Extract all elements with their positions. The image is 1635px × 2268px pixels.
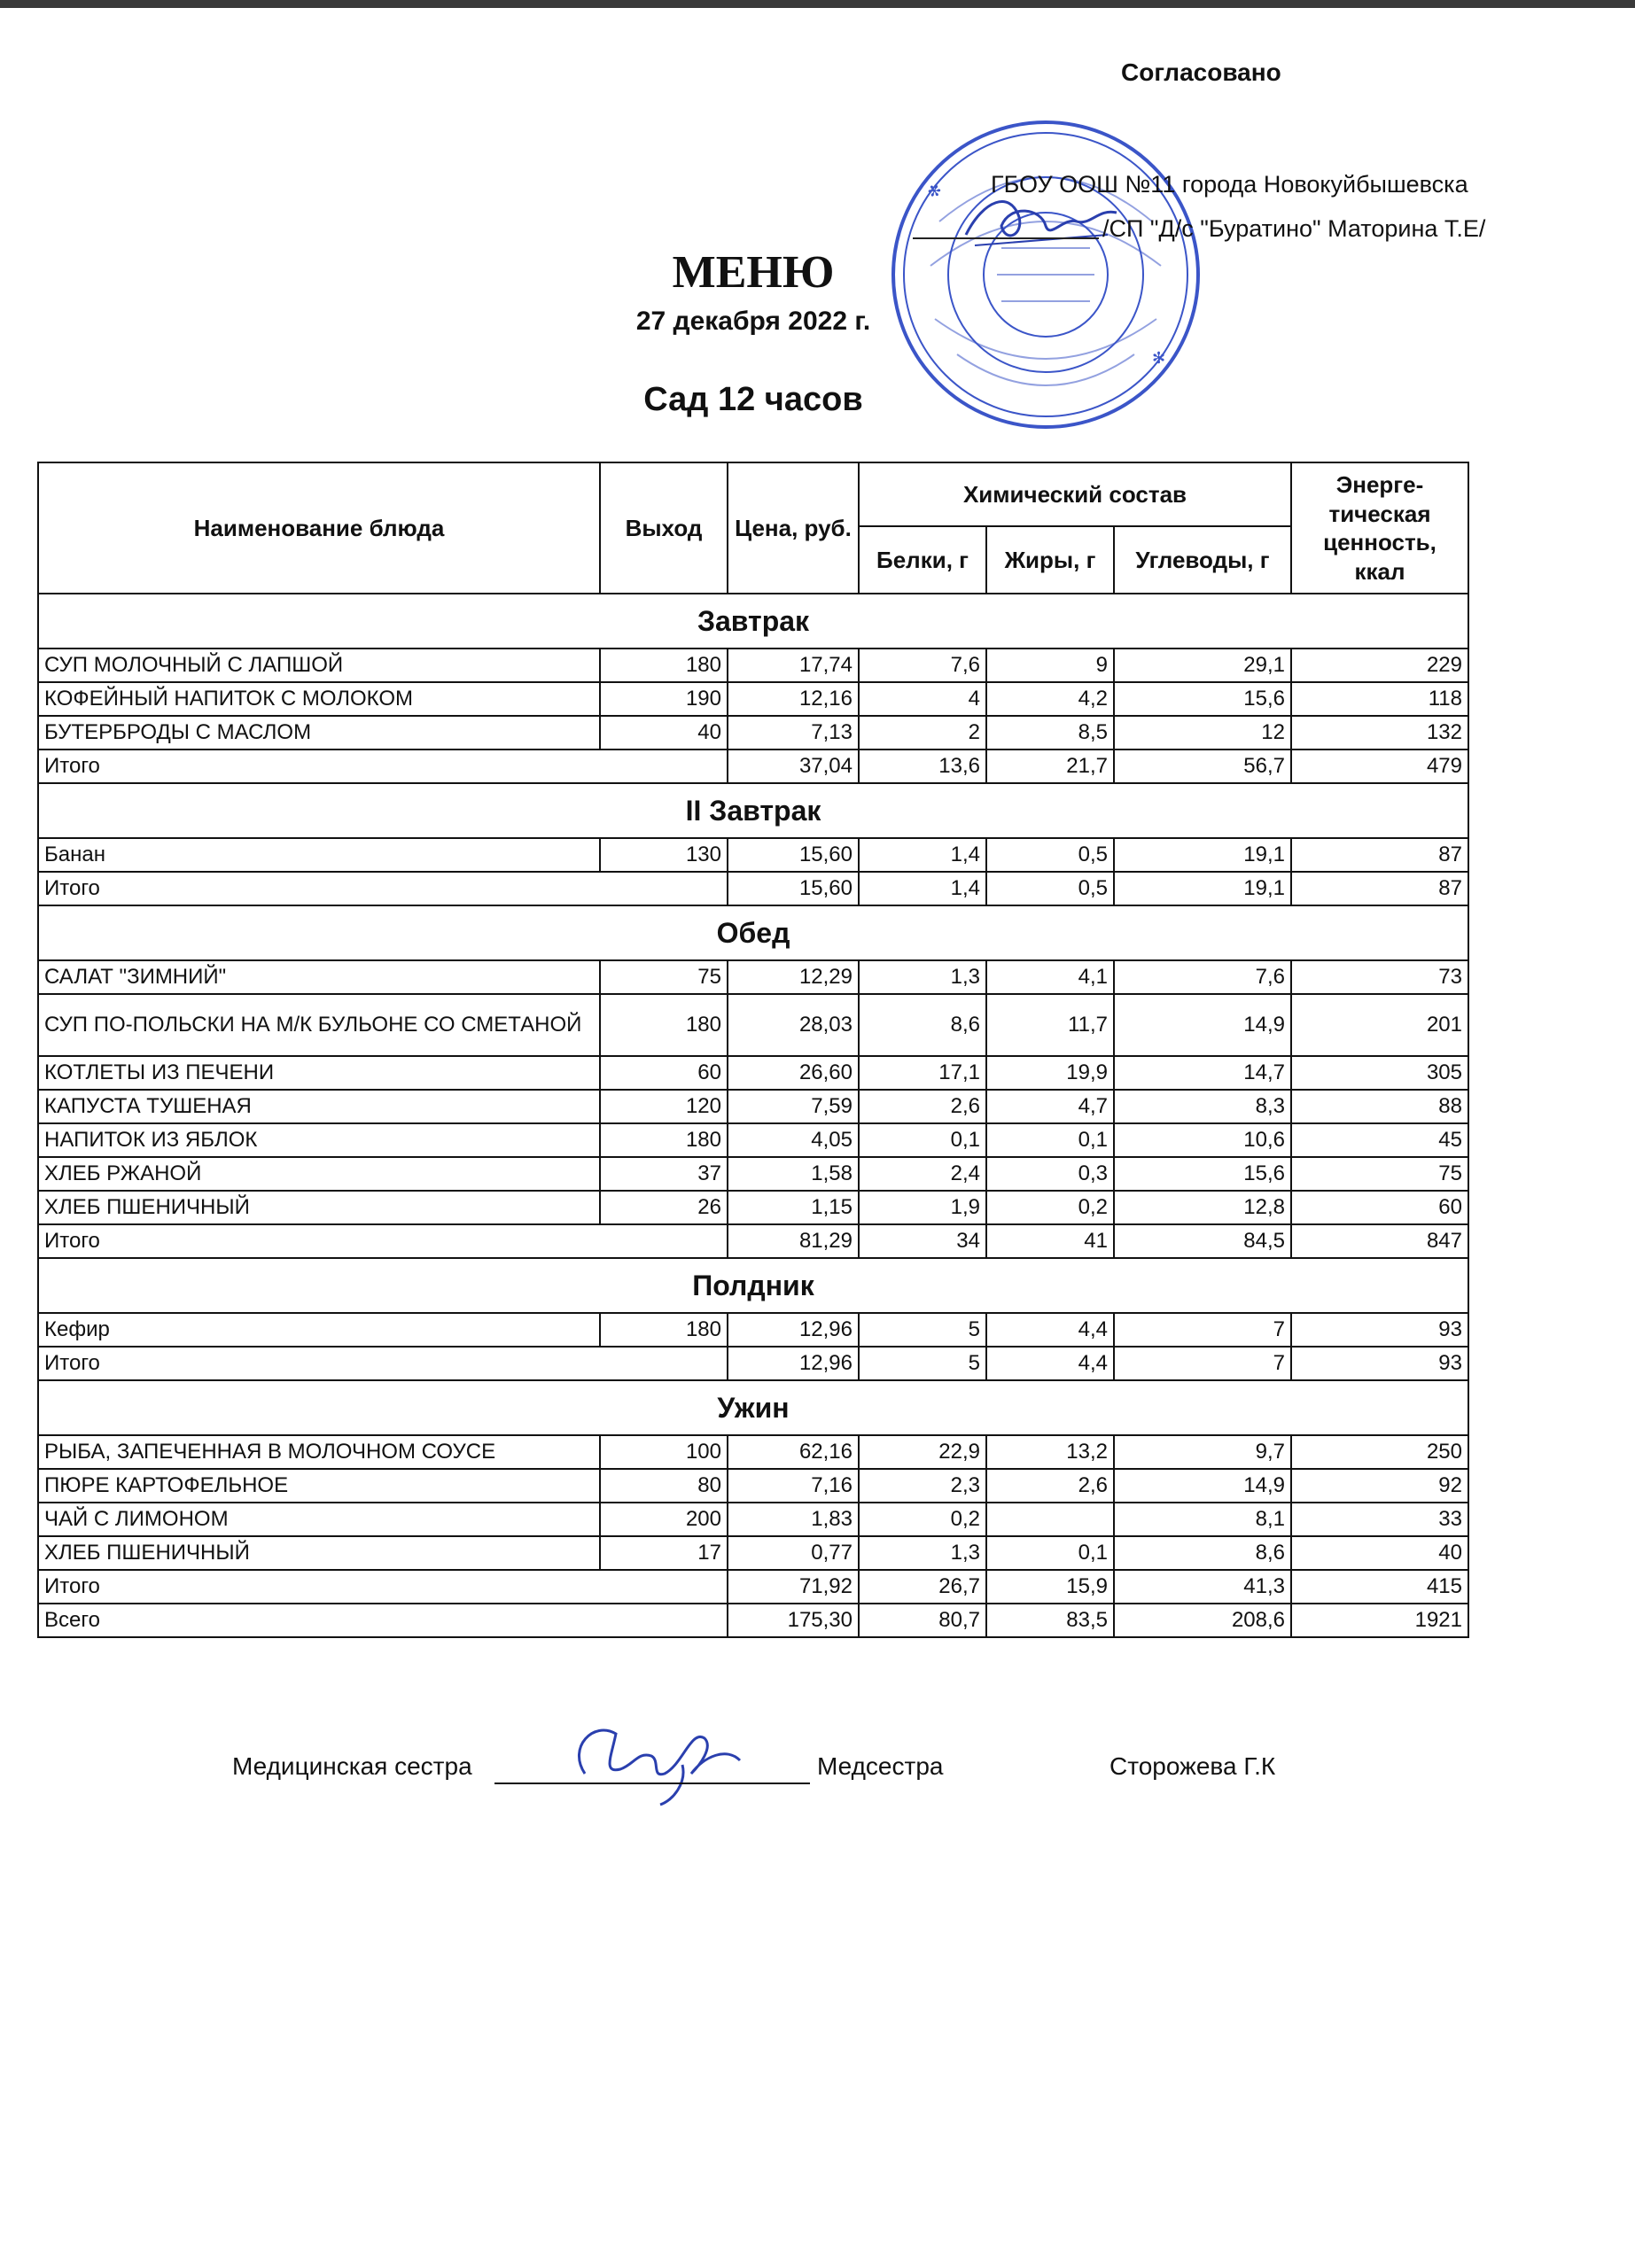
- section-header-row: [38, 594, 1468, 649]
- dish-carbs: 15,6: [1114, 682, 1291, 716]
- menu-date: 27 декабря 2022 г.: [635, 307, 871, 336]
- table-row: [38, 716, 1468, 750]
- approval-person: /СП "Д/с "Буратино" Маторина Т.Е/: [1102, 215, 1486, 242]
- dish-yield: 37: [600, 1157, 728, 1191]
- dish-energy: 75: [1291, 1157, 1468, 1191]
- section-title: Полдник: [38, 1258, 1468, 1313]
- dish-fat: 9: [986, 649, 1114, 682]
- dish-carbs: 7: [1114, 1313, 1291, 1347]
- dish-price: 7,13: [728, 716, 859, 750]
- dish-yield: 100: [600, 1435, 728, 1469]
- dish-carbs: 19,1: [1114, 838, 1291, 872]
- total-fat: 41: [986, 1224, 1114, 1258]
- dish-protein: 2,6: [859, 1090, 986, 1123]
- menu-table-body: [38, 594, 1468, 1637]
- total-fat: 21,7: [986, 750, 1114, 783]
- dish-name: БУТЕРБРОДЫ С МАСЛОМ: [38, 716, 600, 750]
- dish-energy: 60: [1291, 1191, 1468, 1224]
- dish-price: 1,58: [728, 1157, 859, 1191]
- section-total-row: [38, 872, 1468, 905]
- dish-price: 7,16: [728, 1469, 859, 1503]
- section-header-row: [38, 905, 1468, 960]
- table-row: [38, 838, 1468, 872]
- total-label: Итого: [38, 1570, 728, 1604]
- dish-protein: 17,1: [859, 1056, 986, 1090]
- dish-fat: 0,3: [986, 1157, 1114, 1191]
- dish-energy: 201: [1291, 994, 1468, 1056]
- dish-price: 7,59: [728, 1090, 859, 1123]
- dish-name: ПЮРЕ КАРТОФЕЛЬНОЕ: [38, 1469, 600, 1503]
- dish-price: 17,74: [728, 649, 859, 682]
- dish-protein: 1,3: [859, 1536, 986, 1570]
- total-fat: 4,4: [986, 1347, 1114, 1380]
- total-energy: 1921: [1291, 1604, 1468, 1637]
- dish-fat: 19,9: [986, 1056, 1114, 1090]
- total-carbs: 84,5: [1114, 1224, 1291, 1258]
- dish-yield: 180: [600, 994, 728, 1056]
- dish-name: КАПУСТА ТУШЕНАЯ: [38, 1090, 600, 1123]
- section-title: Обед: [38, 905, 1468, 960]
- dish-protein: 1,3: [859, 960, 986, 994]
- dish-protein: 7,6: [859, 649, 986, 682]
- dish-name: СУП ПО-ПОЛЬСКИ НА М/К БУЛЬОНЕ СО СМЕТАНОЙ: [38, 994, 600, 1056]
- total-energy: 93: [1291, 1347, 1468, 1380]
- dish-name: ХЛЕБ ПШЕНИЧНЫЙ: [38, 1191, 600, 1224]
- section-total-row: [38, 1224, 1468, 1258]
- table-row: [38, 1090, 1468, 1123]
- total-carbs: 56,7: [1114, 750, 1291, 783]
- table-row: [38, 682, 1468, 716]
- col-header-price: Цена, руб.: [728, 462, 859, 594]
- dish-fat: 0,1: [986, 1536, 1114, 1570]
- footer-position: Медсестра: [817, 1752, 944, 1780]
- dish-yield: 190: [600, 682, 728, 716]
- dish-carbs: 15,6: [1114, 1157, 1291, 1191]
- total-protein: 26,7: [859, 1570, 986, 1604]
- dish-carbs: 14,7: [1114, 1056, 1291, 1090]
- total-fat: 15,9: [986, 1570, 1114, 1604]
- dish-yield: 120: [600, 1090, 728, 1123]
- dish-price: 26,60: [728, 1056, 859, 1090]
- dish-yield: 180: [600, 1313, 728, 1347]
- dish-yield: 75: [600, 960, 728, 994]
- dish-protein: 1,4: [859, 838, 986, 872]
- dish-fat: 0,2: [986, 1191, 1114, 1224]
- dish-carbs: 12,8: [1114, 1191, 1291, 1224]
- total-protein: 80,7: [859, 1604, 986, 1637]
- table-row: [38, 649, 1468, 682]
- dish-name: СУП МОЛОЧНЫЙ С ЛАПШОЙ: [38, 649, 600, 682]
- table-row: [38, 1056, 1468, 1090]
- dish-name: ЧАЙ С ЛИМОНОМ: [38, 1503, 600, 1536]
- dish-energy: 88: [1291, 1090, 1468, 1123]
- table-row: [38, 1157, 1468, 1191]
- total-carbs: 19,1: [1114, 872, 1291, 905]
- dish-energy: 73: [1291, 960, 1468, 994]
- dish-price: 0,77: [728, 1536, 859, 1570]
- footer-role-label: Медицинская сестра: [232, 1752, 472, 1780]
- dish-energy: 250: [1291, 1435, 1468, 1469]
- total-price: 15,60: [728, 872, 859, 905]
- col-header-chemical: Химический состав: [859, 462, 1291, 526]
- total-label: Итого: [38, 1224, 728, 1258]
- approval-label: Согласовано: [1121, 58, 1281, 86]
- total-label: Всего: [38, 1604, 728, 1637]
- svg-text:✻: ✻: [923, 180, 946, 203]
- dish-price: 12,16: [728, 682, 859, 716]
- dish-protein: 1,9: [859, 1191, 986, 1224]
- dish-carbs: 14,9: [1114, 1469, 1291, 1503]
- dish-carbs: 9,7: [1114, 1435, 1291, 1469]
- dish-carbs: 7,6: [1114, 960, 1291, 994]
- table-row: [38, 1191, 1468, 1224]
- total-energy: 847: [1291, 1224, 1468, 1258]
- section-title: II Завтрак: [38, 783, 1468, 838]
- dish-carbs: 10,6: [1114, 1123, 1291, 1157]
- dish-price: 12,29: [728, 960, 859, 994]
- dish-protein: 5: [859, 1313, 986, 1347]
- dish-name: Банан: [38, 838, 600, 872]
- dish-fat: 11,7: [986, 994, 1114, 1056]
- dish-protein: 2,3: [859, 1469, 986, 1503]
- total-label: Итого: [38, 750, 728, 783]
- menu-table: [37, 462, 1469, 1638]
- dish-energy: 305: [1291, 1056, 1468, 1090]
- dish-carbs: 12: [1114, 716, 1291, 750]
- dish-fat: 4,7: [986, 1090, 1114, 1123]
- dish-carbs: 14,9: [1114, 994, 1291, 1056]
- dish-carbs: 8,6: [1114, 1536, 1291, 1570]
- total-protein: 5: [859, 1347, 986, 1380]
- dish-price: 12,96: [728, 1313, 859, 1347]
- dish-yield: 130: [600, 838, 728, 872]
- total-price: 37,04: [728, 750, 859, 783]
- dish-price: 1,83: [728, 1503, 859, 1536]
- dish-energy: 118: [1291, 682, 1468, 716]
- scan-top-edge: [0, 0, 1635, 8]
- dish-carbs: 29,1: [1114, 649, 1291, 682]
- dish-fat: 8,5: [986, 716, 1114, 750]
- dish-fat: 2,6: [986, 1469, 1114, 1503]
- dish-yield: 200: [600, 1503, 728, 1536]
- dish-name: ХЛЕБ РЖАНОЙ: [38, 1157, 600, 1191]
- total-energy: 479: [1291, 750, 1468, 783]
- table-row: [38, 1435, 1468, 1469]
- table-row: [38, 1536, 1468, 1570]
- dish-name: Кефир: [38, 1313, 600, 1347]
- section-title: Завтрак: [38, 594, 1468, 649]
- table-row: [38, 1503, 1468, 1536]
- dish-price: 62,16: [728, 1435, 859, 1469]
- dish-name: КОФЕЙНЫЙ НАПИТОК С МОЛОКОМ: [38, 682, 600, 716]
- total-fat: 0,5: [986, 872, 1114, 905]
- grand-total-row: [38, 1604, 1468, 1637]
- total-energy: 415: [1291, 1570, 1468, 1604]
- total-protein: 13,6: [859, 750, 986, 783]
- official-stamp: [886, 115, 1205, 434]
- total-carbs: 208,6: [1114, 1604, 1291, 1637]
- dish-price: 28,03: [728, 994, 859, 1056]
- approval-signature-line: [913, 237, 1099, 239]
- dish-name: НАПИТОК ИЗ ЯБЛОК: [38, 1123, 600, 1157]
- dish-protein: 0,2: [859, 1503, 986, 1536]
- total-fat: 83,5: [986, 1604, 1114, 1637]
- dish-fat: 0,1: [986, 1123, 1114, 1157]
- footer-person: Сторожева Г.К: [1109, 1752, 1276, 1780]
- dish-name: САЛАТ "ЗИМНИЙ": [38, 960, 600, 994]
- dish-carbs: 8,1: [1114, 1503, 1291, 1536]
- total-carbs: 7: [1114, 1347, 1291, 1380]
- col-header-yield: Выход: [600, 462, 728, 594]
- col-header-protein: Белки, г: [859, 526, 986, 594]
- dish-yield: 180: [600, 649, 728, 682]
- dish-energy: 45: [1291, 1123, 1468, 1157]
- dish-energy: 229: [1291, 649, 1468, 682]
- dish-protein: 4: [859, 682, 986, 716]
- dish-protein: 2,4: [859, 1157, 986, 1191]
- dish-energy: 40: [1291, 1536, 1468, 1570]
- table-row: [38, 1313, 1468, 1347]
- dish-price: 15,60: [728, 838, 859, 872]
- nurse-signature: [549, 1712, 762, 1809]
- table-row: [38, 960, 1468, 994]
- total-protein: 1,4: [859, 872, 986, 905]
- dish-price: 4,05: [728, 1123, 859, 1157]
- dish-fat: 0,5: [986, 838, 1114, 872]
- dish-yield: 80: [600, 1469, 728, 1503]
- col-header-fat: Жиры, г: [986, 526, 1114, 594]
- total-price: 71,92: [728, 1570, 859, 1604]
- dish-protein: 8,6: [859, 994, 986, 1056]
- dish-yield: 17: [600, 1536, 728, 1570]
- section-header-row: [38, 1380, 1468, 1435]
- dish-energy: 93: [1291, 1313, 1468, 1347]
- dish-yield: 26: [600, 1191, 728, 1224]
- dish-yield: 180: [600, 1123, 728, 1157]
- dish-protein: 22,9: [859, 1435, 986, 1469]
- dish-energy: 33: [1291, 1503, 1468, 1536]
- dish-fat: 4,1: [986, 960, 1114, 994]
- dish-protein: 0,1: [859, 1123, 986, 1157]
- total-carbs: 41,3: [1114, 1570, 1291, 1604]
- menu-subtitle: Сад 12 часов: [643, 381, 863, 418]
- table-row: [38, 994, 1468, 1056]
- total-label: Итого: [38, 1347, 728, 1380]
- total-price: 12,96: [728, 1347, 859, 1380]
- dish-fat: 13,2: [986, 1435, 1114, 1469]
- dish-protein: 2: [859, 716, 986, 750]
- table-header-row: [38, 462, 1468, 526]
- dish-yield: 40: [600, 716, 728, 750]
- section-header-row: [38, 1258, 1468, 1313]
- col-header-carbs: Углеводы, г: [1114, 526, 1291, 594]
- dish-fat: 4,2: [986, 682, 1114, 716]
- dish-fat: 4,4: [986, 1313, 1114, 1347]
- total-price: 175,30: [728, 1604, 859, 1637]
- footer-signature-line: [494, 1783, 810, 1784]
- table-row: [38, 1123, 1468, 1157]
- dish-price: 1,15: [728, 1191, 859, 1224]
- section-total-row: [38, 1347, 1468, 1380]
- approval-organization: ГБОУ ООШ №11 города Новокуйбышевска: [991, 171, 1468, 198]
- total-protein: 34: [859, 1224, 986, 1258]
- dish-energy: 87: [1291, 838, 1468, 872]
- dish-fat: [986, 1503, 1114, 1536]
- page-title: МЕНЮ: [672, 247, 835, 298]
- dish-name: РЫБА, ЗАПЕЧЕННАЯ В МОЛОЧНОМ СОУСЕ: [38, 1435, 600, 1469]
- dish-yield: 60: [600, 1056, 728, 1090]
- section-header-row: [38, 783, 1468, 838]
- section-total-row: [38, 1570, 1468, 1604]
- col-header-name: Наименование блюда: [38, 462, 600, 594]
- total-price: 81,29: [728, 1224, 859, 1258]
- svg-text:✻: ✻: [1152, 349, 1166, 367]
- table-row: [38, 1469, 1468, 1503]
- dish-name: ХЛЕБ ПШЕНИЧНЫЙ: [38, 1536, 600, 1570]
- dish-energy: 132: [1291, 716, 1468, 750]
- total-label: Итого: [38, 872, 728, 905]
- section-title: Ужин: [38, 1380, 1468, 1435]
- dish-energy: 92: [1291, 1469, 1468, 1503]
- col-header-energy: Энерге-тическая ценность, ккал: [1291, 462, 1468, 594]
- total-energy: 87: [1291, 872, 1468, 905]
- dish-name: КОТЛЕТЫ ИЗ ПЕЧЕНИ: [38, 1056, 600, 1090]
- section-total-row: [38, 750, 1468, 783]
- dish-carbs: 8,3: [1114, 1090, 1291, 1123]
